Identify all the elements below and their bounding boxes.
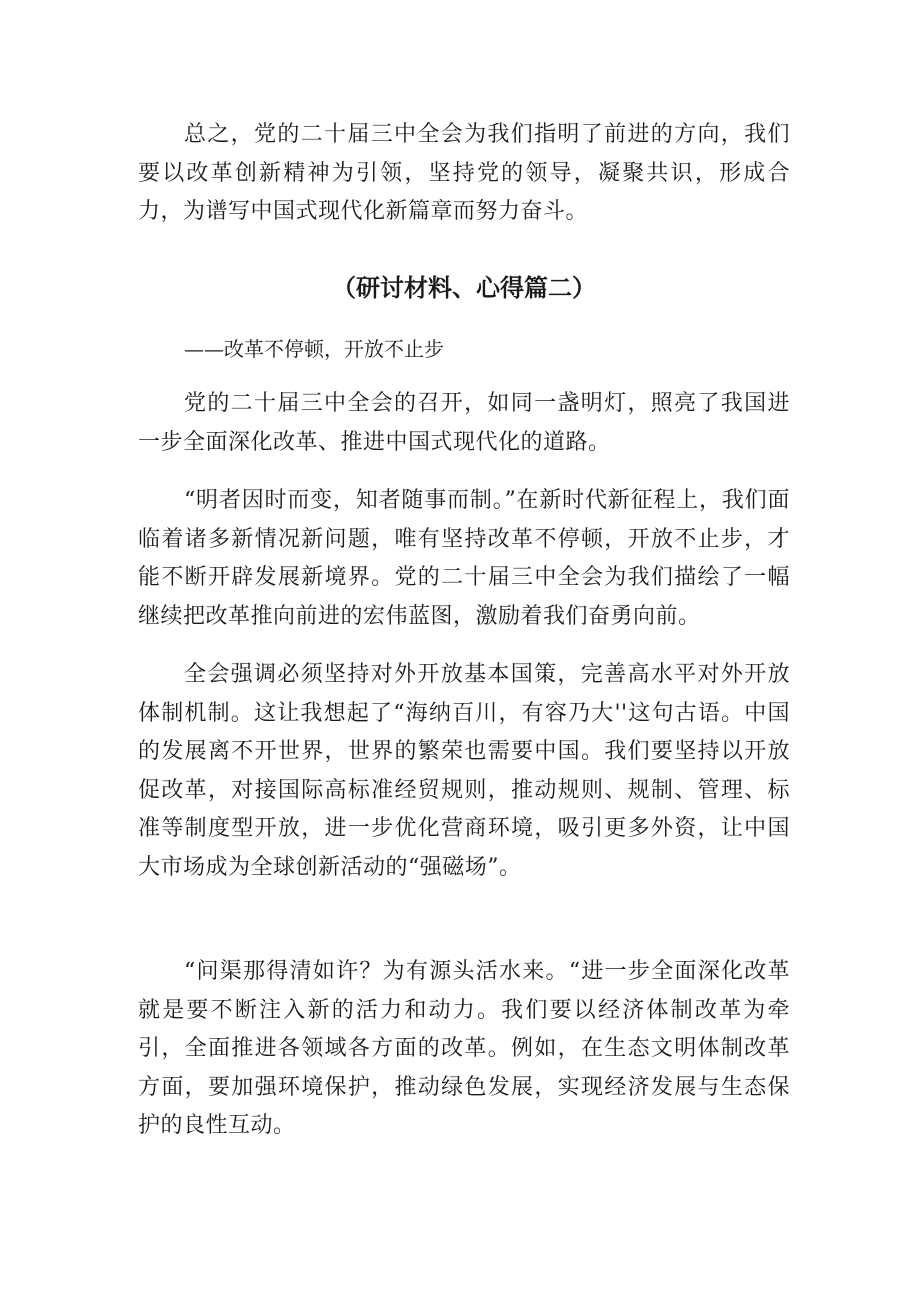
paragraph-conclusion: 总之，党的二十届三中全会为我们指明了前进的方向，我们要以改革创新精神为引领，坚持党的领导，凝聚共识，形成合力，为谱写中国式现代化新篇章而努力奋斗。 <box>138 122 790 224</box>
paragraph-reform-quote: “明者因时而变，知者随事而制。”在新时代新征程上，我们面临着诸多新情况新问题，唯有坚持改革不停顿，开放不止步，才能不断开辟发展新境界。党的二十届三中全会为我们描绘了一幅继续把改革推向前进的宏伟蓝图，激励着我们奋勇向前。 <box>138 488 790 629</box>
section-subtitle: ——改革不停顿，开放不止步 <box>184 337 444 361</box>
section-heading: （研讨材料、心得篇二） <box>332 274 596 302</box>
paragraph-opening-up: 全会强调必须坚持对外开放基本国策，完善高水平对外开放体制机制。这让我想起了“海纳百川，有容乃大''这句古语。中国的发展离不开世界，世界的繁荣也需要中国。我们要坚持以开放促改革，对接国际高标准经贸规则，推动规则、规制、管理、标准等制度型开放，进一步优化营商环境，吸引更多外资，让中国大市场成为全球创新活动的“强磁场”。 <box>138 662 790 880</box>
paragraph-vitality: “问渠那得清如许？为有源头活水来。“进一步全面深化改革就是要不断注入新的活力和动力。我们要以经济体制改革为牵引，全面推进各领域各方面的改革。例如，在生态文明体制改革方面，要加强环境保护，推动绿色发展，实现经济发展与生态保护的良性互动。 <box>138 959 790 1138</box>
paragraph-intro: 党的二十届三中全会的召开，如同一盏明灯，照亮了我国进一步全面深化改革、推进中国式现代化的道路。 <box>138 391 790 455</box>
